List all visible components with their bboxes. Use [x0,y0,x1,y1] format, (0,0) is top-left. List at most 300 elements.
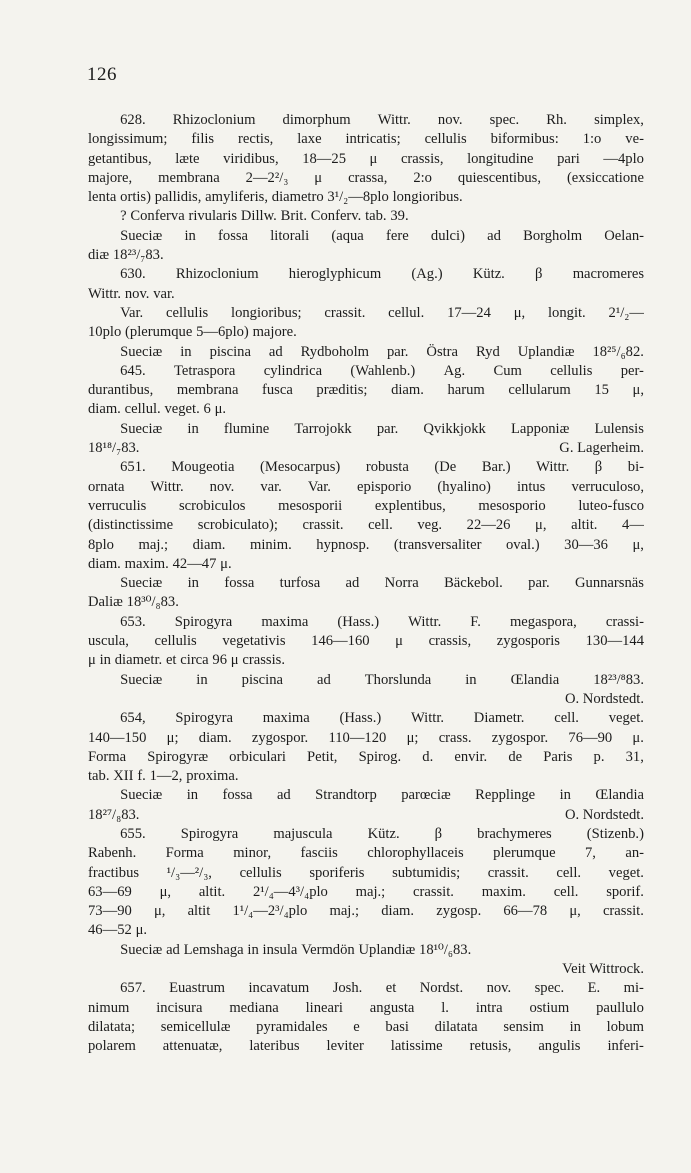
word: sporiferis [309,864,365,881]
text-line [88,265,644,284]
word: intricatis; [345,131,401,148]
word: Lapponiæ [510,420,570,437]
word: 146—160 [311,633,370,650]
word: zygosp. [436,903,482,920]
word: μ, [632,382,644,399]
word: diam. [88,555,121,572]
word: maxima [261,613,309,630]
word: præditis; [316,382,368,399]
text-line [88,806,644,825]
text-line [88,921,644,940]
word: (Hass.) [339,710,382,727]
word: Strandtorp [315,787,377,804]
word: crassa, [348,169,388,186]
text-line [88,246,644,265]
word: μ. [135,922,148,939]
word: 1¹/₄—2³/₄plo [232,903,308,920]
word: Nordst. [419,980,464,997]
word: tab. [365,208,387,225]
word: paullulo [596,999,644,1016]
word: Gunnarsnäs [575,575,644,592]
word: megaspora, [509,613,577,630]
word: μ, [159,883,172,900]
text-line [88,941,644,960]
word: Lulensis [594,420,644,437]
text-line [88,458,644,477]
word: Bäckebol. [444,575,503,592]
word: laxe [297,131,322,148]
text-line [88,729,644,748]
word: 39. [390,208,409,225]
word: Wittr. [410,710,445,727]
word: Wittr. [536,459,570,476]
word: explentibus, [374,497,446,514]
word: 2¹/₄—4³/₄plo [252,883,328,900]
word: polarem [88,1038,136,1055]
word: β [594,459,603,476]
word: Rydboholm [300,343,369,360]
word: Sueciæ [120,227,163,244]
word: envir. [454,748,488,765]
text-line [88,207,644,226]
word: ad [345,575,360,592]
word: μ, [153,903,166,920]
word: 140—150 [88,729,147,746]
word: 31, [625,748,644,765]
text-line [88,381,644,400]
word: 73—90 [88,903,132,920]
word: robusta [365,459,409,476]
word: l. [441,999,449,1016]
text-line [88,169,644,188]
word: cellulis [154,633,197,650]
word: maj.; [138,536,169,553]
word: fossa [218,227,249,244]
word: quiescentibus, [457,169,541,186]
word: hypnosp. [316,536,370,553]
text-line [88,786,644,805]
word: longissimum; [88,131,168,148]
word: crassit. [413,883,454,900]
word: oval.) [505,536,540,553]
word: tab. [88,768,110,785]
word: 18—25 [302,150,346,167]
word: Spirogyra [180,825,239,842]
word: Var. [120,304,144,321]
word: spec. [489,112,520,128]
word: mesosporii [278,497,343,514]
word: subtumidis; [392,864,461,881]
word: Vermdön [301,941,355,958]
text-line [88,497,644,516]
word: ad [316,671,331,688]
text-line [88,323,644,342]
text-line [88,864,644,883]
word: Thorslunda [364,671,432,688]
text-line [88,536,644,555]
word: brachymeres [477,825,552,842]
word: Rh. [546,112,567,128]
word: (Ag.) [411,266,443,283]
word: ad [487,227,501,244]
word: μ, [535,517,547,534]
word: longioribus. [392,189,463,206]
word: Œlandia [510,671,560,688]
text-line [88,362,644,381]
word: 2¹/₂— [608,304,644,321]
word: Var. [307,478,331,495]
word: 17—24 [447,304,491,321]
word: Euastrum [169,980,226,997]
word: crassit. [487,864,529,881]
word: 10plo [88,324,122,341]
word: in [99,652,111,669]
word: Spirogyra [174,613,233,630]
word: Ag. [443,362,466,379]
word: parœciæ [401,787,451,804]
word: in [187,575,199,592]
text-line [88,343,644,362]
word: nov. [437,112,463,128]
word: mi- [623,980,644,997]
word: altit. [198,883,226,900]
text-line [88,1018,644,1037]
word: proxima. [186,768,239,785]
word: 7, [584,845,596,862]
word: zygosporis [496,633,560,650]
word: piscina [209,343,251,360]
word: in [187,420,199,437]
word: p. [593,748,605,765]
word: nov. [124,285,150,302]
word: simplex, [594,112,644,128]
word: Ryd [476,343,500,360]
word: (Stizenb.) [586,825,644,842]
word: (exsiccatione [566,169,644,186]
word: viridibus, [223,150,279,167]
word: dimorphum [282,112,351,128]
word: per- [620,362,644,379]
word: (aqua [331,227,364,244]
word: læte [175,150,200,167]
word: 46—52 [88,922,132,939]
word: cell. [554,710,579,727]
text-line [88,999,644,1018]
word: hieroglyphicum [288,266,382,283]
word: Brit. [280,208,307,225]
word: dilatata [434,1018,478,1035]
word: nimum [88,999,130,1016]
word: in [569,1018,581,1035]
word: majore. [252,324,297,341]
word: Petit, [307,748,338,765]
word: maj.; [355,883,386,900]
word: (transversaliter [393,536,482,553]
word: diametr. [114,652,163,669]
word: Forma [88,748,127,765]
word: insula [262,941,298,958]
line-text: 18²⁷/₈83. [88,806,140,823]
word: (Mesocarpus) [260,459,341,476]
word: Oelan- [604,227,644,244]
text-line [88,593,644,612]
word: zygospor. [251,729,309,746]
word: in [186,787,199,804]
text-line [88,709,644,728]
word: vegetativis [222,633,286,650]
word: d. [422,748,434,765]
word: μ [395,633,403,650]
word: Sueciæ [120,941,163,958]
word: 18²³/₇83. [112,247,164,264]
word: par. [386,343,409,360]
word: 4— [622,517,644,534]
word: Conferv. [310,208,362,225]
word: μ, [513,304,526,321]
word: 76—90 [568,729,613,746]
word: flumine [223,420,270,437]
text-line [88,304,644,323]
word: Sueciæ [120,575,163,592]
word: pallidis, [154,189,202,206]
word: Josh. [332,980,363,997]
word: rectis, [238,131,274,148]
word: (De [434,459,457,476]
word: getantibus, [88,150,152,167]
word: Diametr. [473,710,525,727]
word: ve- [625,131,644,148]
word: et [165,652,177,669]
word: 130—144 [585,633,644,650]
word: nov. [486,980,512,997]
word: fossa [224,575,255,592]
word: μ. [220,555,232,572]
word: Cum [493,362,522,379]
word: crassit. [302,517,344,534]
word: μ; [406,729,419,746]
word: cell. [553,883,579,900]
word: cellul. [388,304,425,321]
word: mesosporio [478,497,546,514]
word: 6 [203,401,211,418]
word: ostium [529,999,570,1016]
word: cellularum [508,382,571,399]
word: Daliæ [88,594,123,611]
word: lineari [305,999,343,1016]
word: fere [386,227,409,244]
word: Spirogyræ [147,748,209,765]
word: Kütz. [367,825,400,842]
word: μ. [632,729,644,746]
word: crassis. [242,652,285,669]
word: angulis [538,1038,581,1055]
word: Lemshaga [183,941,244,958]
word: Uplandiæ [358,941,416,958]
collector-name: G. Lagerheim. [559,440,644,457]
word: 22—26 [466,517,511,534]
word: Conferva [130,208,185,225]
word: e [353,1018,360,1035]
word: minim. [249,536,292,553]
text-line [88,285,644,304]
collector-name: Veit Wittrock. [562,961,644,978]
word: in [247,941,259,958]
text-line [88,555,644,574]
word: scrobiculos [179,497,246,514]
word: turfosa [279,575,321,592]
word: cellul. [124,401,161,418]
word: ¹/₃—²/₃, [166,864,212,881]
word: Rhizoclonium [175,266,259,283]
text-line [88,188,644,207]
word: uscula, [88,633,129,650]
word: crassit. [324,304,366,321]
word: in [465,671,477,688]
text-line [88,748,644,767]
word: 96 [212,652,228,669]
word: Rabenh. [88,845,137,862]
word: harum [447,382,485,399]
word: filis [191,131,215,148]
word: diam. [88,401,121,418]
collector-name: O. Nordstedt. [564,690,644,707]
word: μ [369,150,378,167]
word: membrana [176,382,239,399]
word: pyramidales [256,1018,328,1035]
word: crassi- [605,613,644,630]
word: lateribus [249,1038,300,1055]
word: 654, [120,710,146,727]
text-line [88,960,644,979]
word: (Hass.) [337,613,380,630]
word: maj.; [329,903,360,920]
text-line [88,420,644,439]
text-line [88,979,644,998]
word: Norra [384,575,419,592]
word: orbiculari [229,748,286,765]
word: (hyalino) [437,478,491,495]
word: cellulis [550,362,593,379]
word: rivularis [188,208,238,225]
word: dilatata; [88,1018,136,1035]
word: cell. [368,517,393,534]
word: Mougeotia [171,459,235,476]
word: diam. [192,536,226,553]
word: lobum [606,1018,644,1035]
word: Kütz. [472,266,505,283]
word: semicellulæ [160,1018,231,1035]
word: Spirog. [358,748,402,765]
text-line [88,651,644,670]
word: fasciis [300,845,338,862]
word: episporio [357,478,412,495]
word: 1:o [582,131,602,148]
word: diæ [88,247,110,264]
word: nov. [209,478,235,495]
word: (plerumque [125,324,193,341]
word: plerumque [493,845,556,862]
text-line [88,767,644,786]
word: Östra [426,343,459,360]
word: Spirogyra [175,710,233,727]
word: Rhizoclonium [172,112,256,128]
word: 651. [120,459,146,476]
text-line [88,150,644,169]
word: basi [385,1018,409,1035]
word: Borgholm [523,227,583,244]
word: maxima [262,710,310,727]
text-line [88,671,644,690]
word: Sueciæ [120,671,163,688]
word: 8plo [88,536,114,553]
word: Wittr. [88,285,122,302]
word: biformibus: [490,131,559,148]
word: intra [475,999,503,1016]
word: crass. [438,729,472,746]
word: cellulis [166,304,209,321]
word: incisura [156,999,203,1016]
word: incavatum [248,980,310,997]
word: ad [166,941,180,958]
word: spec. [534,980,565,997]
word: Tarrojokk [294,420,352,437]
word: —4plo [603,150,644,167]
word: 5—6plo) [196,324,249,341]
word: minor, [233,845,272,862]
word: zygospor. [491,729,549,746]
text-line [88,439,644,458]
word: dulci) [430,227,465,244]
word: diam. [381,903,415,920]
word: pari [557,150,580,167]
word: in [559,787,571,804]
word: lenta [88,189,117,206]
word: verruculis [88,497,147,514]
word: fractibus [88,864,140,881]
word: 630. [120,266,146,283]
word: 42—47 [172,555,217,572]
collector-name: O. Nordstedt. [564,806,644,823]
word: 18²⁵/₆82. [592,343,644,360]
word: an- [625,845,644,862]
word: 1—2, [149,768,183,785]
word: 110—120 [328,729,387,746]
word: ad [276,787,291,804]
word: bi- [627,459,644,476]
word: maxim. [481,883,526,900]
word: μ [230,652,239,669]
word: altit. [571,517,598,534]
word: crassis, [400,150,444,167]
word: 18²³/⁸83. [593,671,644,688]
word: sensim [503,1018,544,1035]
word: μ, [632,536,644,553]
word: var. [153,285,175,302]
word: β [434,825,443,842]
word: scrobiculato); [197,517,278,534]
word: amyliferis, [205,189,268,206]
text-line [88,902,644,921]
word: 18¹⁰/₆83. [419,941,472,958]
word: 2—2²/₃ [245,169,289,186]
word: diametro [271,189,324,206]
word: in [184,227,196,244]
text-line [88,883,644,902]
word: Sueciæ [120,420,163,437]
word: fusca [262,382,293,399]
word: piscina [241,671,283,688]
text-line [88,227,644,246]
